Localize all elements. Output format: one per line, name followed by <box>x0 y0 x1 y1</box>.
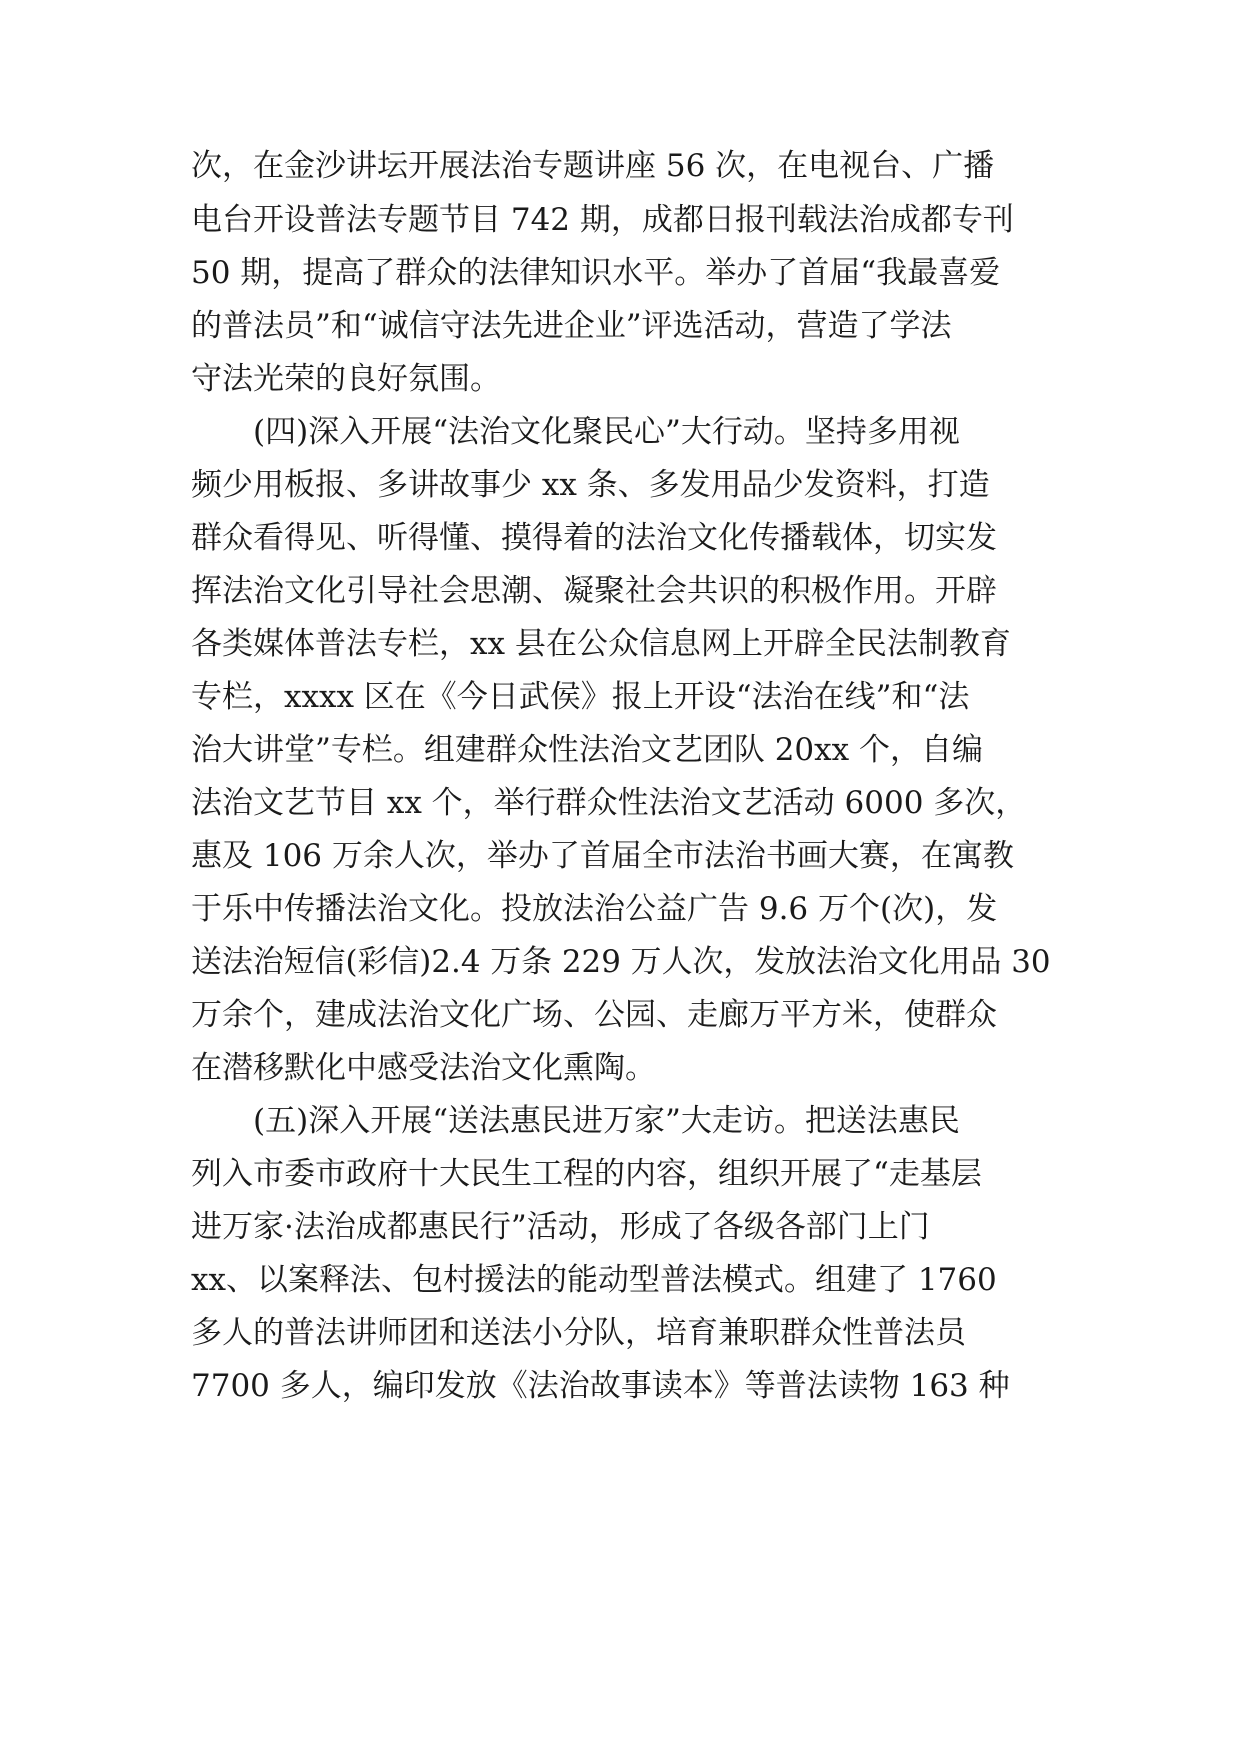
text-line: xx、以案释法、包村援法的能动型普法模式。组建了 1760 <box>191 1262 997 1298</box>
text-line: 次，在金沙讲坛开展法治专题讲座 56 次，在电视台、广播 <box>191 148 995 184</box>
text-line: 电台开设普法专题节目 742 期，成都日报刊载法治成都专刊 <box>191 202 1014 238</box>
text-line: 万余个，建成法治文化广场、公园、走廊万平方米，使群众 <box>191 997 997 1033</box>
text-line: 专栏，xxxx 区在《今日武侯》报上开设“法治在线”和“法 <box>191 679 970 715</box>
text-line: 进万家·法治成都惠民行”活动，形成了各级各部门上门 <box>191 1209 930 1245</box>
text-line: 法治文艺节目 xx 个，举行群众性法治文艺活动 6000 多次， <box>191 785 1027 821</box>
text-line: 7700 多人，编印发放《法治故事读本》等普法读物 163 种 <box>191 1368 1010 1404</box>
text-line: 守法光荣的良好氛围。 <box>191 361 501 397</box>
text-line: 群众看得见、听得懂、摸得着的法治文化传播载体，切实发 <box>191 520 997 556</box>
text-line: 各类媒体普法专栏，xx 县在公众信息网上开辟全民法制教育 <box>191 626 1011 662</box>
text-line: 多人的普法讲师团和送法小分队，培育兼职群众性普法员 <box>191 1315 966 1351</box>
text-line: 50 期，提高了群众的法律知识水平。举办了首届“我最喜爱 <box>191 255 1001 291</box>
text-line: (四)深入开展“法治文化聚民心”大行动。坚持多用视 <box>191 414 960 450</box>
text-line: 的普法员”和“诚信守法先进企业”评选活动，营造了学法 <box>191 308 952 344</box>
text-line: 惠及 106 万余人次，举办了首届全市法治书画大赛，在寓教 <box>191 838 1014 874</box>
text-line: 送法治短信(彩信)2.4 万条 229 万人次，发放法治文化用品 30 <box>191 944 1051 980</box>
text-line: 频少用板报、多讲故事少 xx 条、多发用品少发资料，打造 <box>191 467 990 503</box>
text-line: 列入市委市政府十大民生工程的内容，组织开展了“走基层 <box>191 1156 982 1192</box>
text-line: 于乐中传播法治文化。投放法治公益广告 9.6 万个(次)，发 <box>191 891 998 927</box>
text-line: 在潜移默化中感受法治文化熏陶。 <box>191 1050 656 1086</box>
text-line: 治大讲堂”专栏。组建群众性法治文艺团队 20xx 个，自编 <box>191 732 983 768</box>
text-line: 挥法治文化引导社会思潮、凝聚社会共识的积极作用。开辟 <box>191 573 997 609</box>
text-line: (五)深入开展“送法惠民进万家”大走访。把送法惠民 <box>191 1103 960 1139</box>
